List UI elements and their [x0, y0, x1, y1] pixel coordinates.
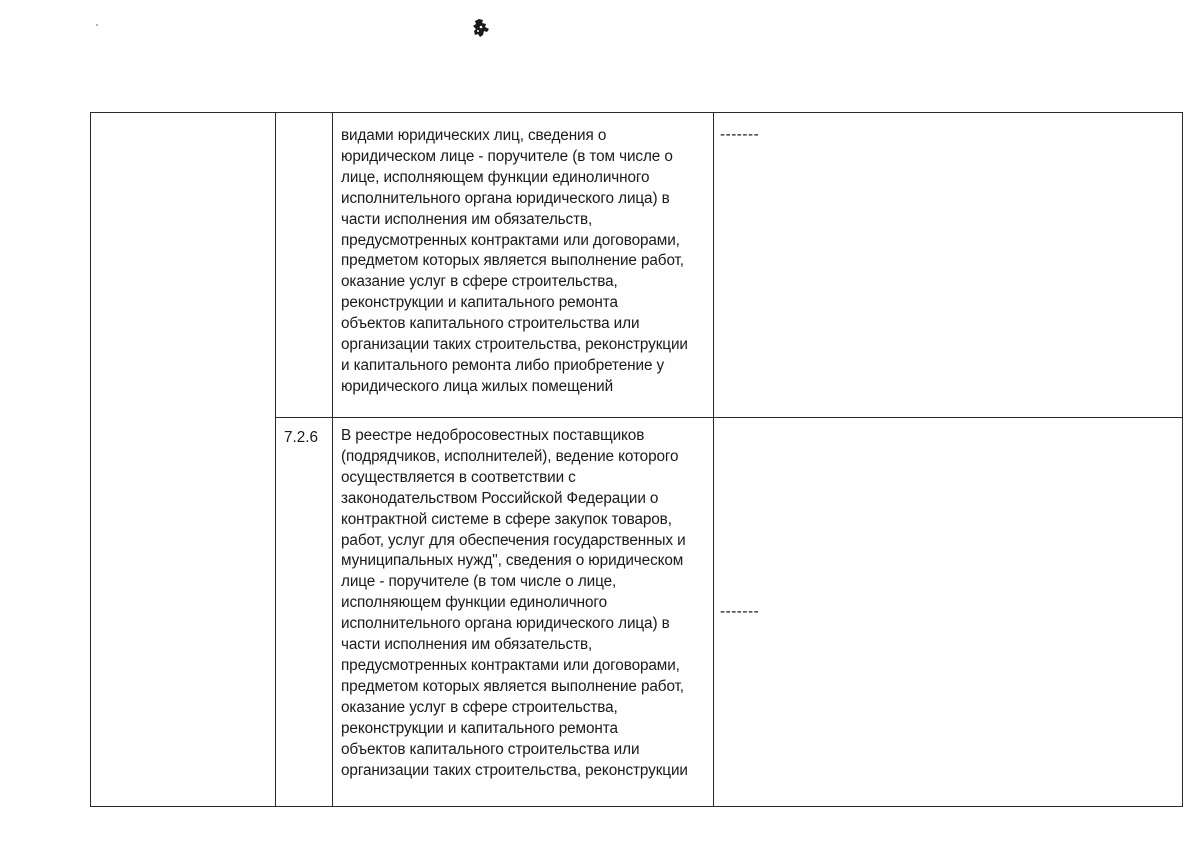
description-cell — [333, 418, 714, 807]
description-line: предметом которых является выполнение работ, — [341, 252, 684, 270]
item-number-cell — [276, 113, 333, 418]
description-line: законодательством Российской Федерации о — [341, 489, 659, 507]
description-line: лице, исполняющем функции единоличного — [341, 168, 650, 186]
value-cell — [714, 418, 1183, 807]
description-line: видами юридических лиц, сведения о — [341, 127, 607, 144]
description-line: оказание услуг в сфере строительства, — [341, 698, 618, 716]
description-line: работ, услуг для обеспечения государственных и — [341, 531, 686, 549]
description-line: объектов капитального строительства или — [341, 740, 640, 758]
description-line: организации таких строительства, реконструкции — [341, 761, 688, 779]
description-line: юридическом лице - поручителе (в том числе о — [341, 147, 673, 165]
description-line: предусмотренных контрактами или договорами, — [341, 231, 680, 249]
description-line: части исполнения им обязательств, — [341, 636, 593, 654]
description-line: осуществляется в соответствии с — [341, 468, 576, 486]
value-dashes: ------- — [720, 126, 760, 143]
description-line: реконструкции и капитального ремонта — [341, 719, 618, 737]
description-line: исполнительного органа юридического лица) в — [341, 615, 670, 633]
requirements-table — [90, 112, 1183, 807]
description-line: лице - поручителе (в том числе о лице, — [341, 573, 617, 591]
ink-blot-mark — [472, 18, 490, 38]
table-row — [91, 113, 1183, 418]
description-line: организации таких строительства, реконструкции — [341, 336, 688, 354]
description-line: контрактной системе в сфере закупок товаров, — [341, 510, 672, 528]
description-line: и капитального ремонта либо приобретение у — [341, 356, 665, 374]
description-line: исполняющем функции единоличного — [341, 594, 607, 612]
value-dashes: ------- — [720, 602, 760, 620]
value-cell — [714, 113, 1183, 418]
description-line: части исполнения им обязательств, — [341, 210, 593, 228]
description-line: (подрядчиков, исполнителей), ведение которого — [341, 447, 679, 465]
item-number-cell — [276, 418, 333, 807]
item-number: 7.2.6 — [284, 429, 319, 446]
description-line: муниципальных нужд", сведения о юридическом — [341, 552, 684, 570]
description-line: реконструкции и капитального ремонта — [341, 294, 618, 312]
description-line: объектов капитального строительства или — [341, 315, 640, 333]
description-line: предусмотренных контрактами или договорами, — [341, 656, 680, 674]
description-line: юридического лица жилых помещений — [341, 377, 614, 395]
description-line: оказание услуг в сфере строительства, — [341, 273, 618, 291]
scan-speck — [96, 24, 98, 26]
description-line: предметом которых является выполнение работ, — [341, 677, 684, 695]
description-cell — [333, 113, 714, 418]
section-cell — [91, 113, 276, 807]
description-line: В реестре недобросовестных поставщиков — [341, 427, 645, 444]
description-line: исполнительного органа юридического лица) в — [341, 189, 670, 207]
